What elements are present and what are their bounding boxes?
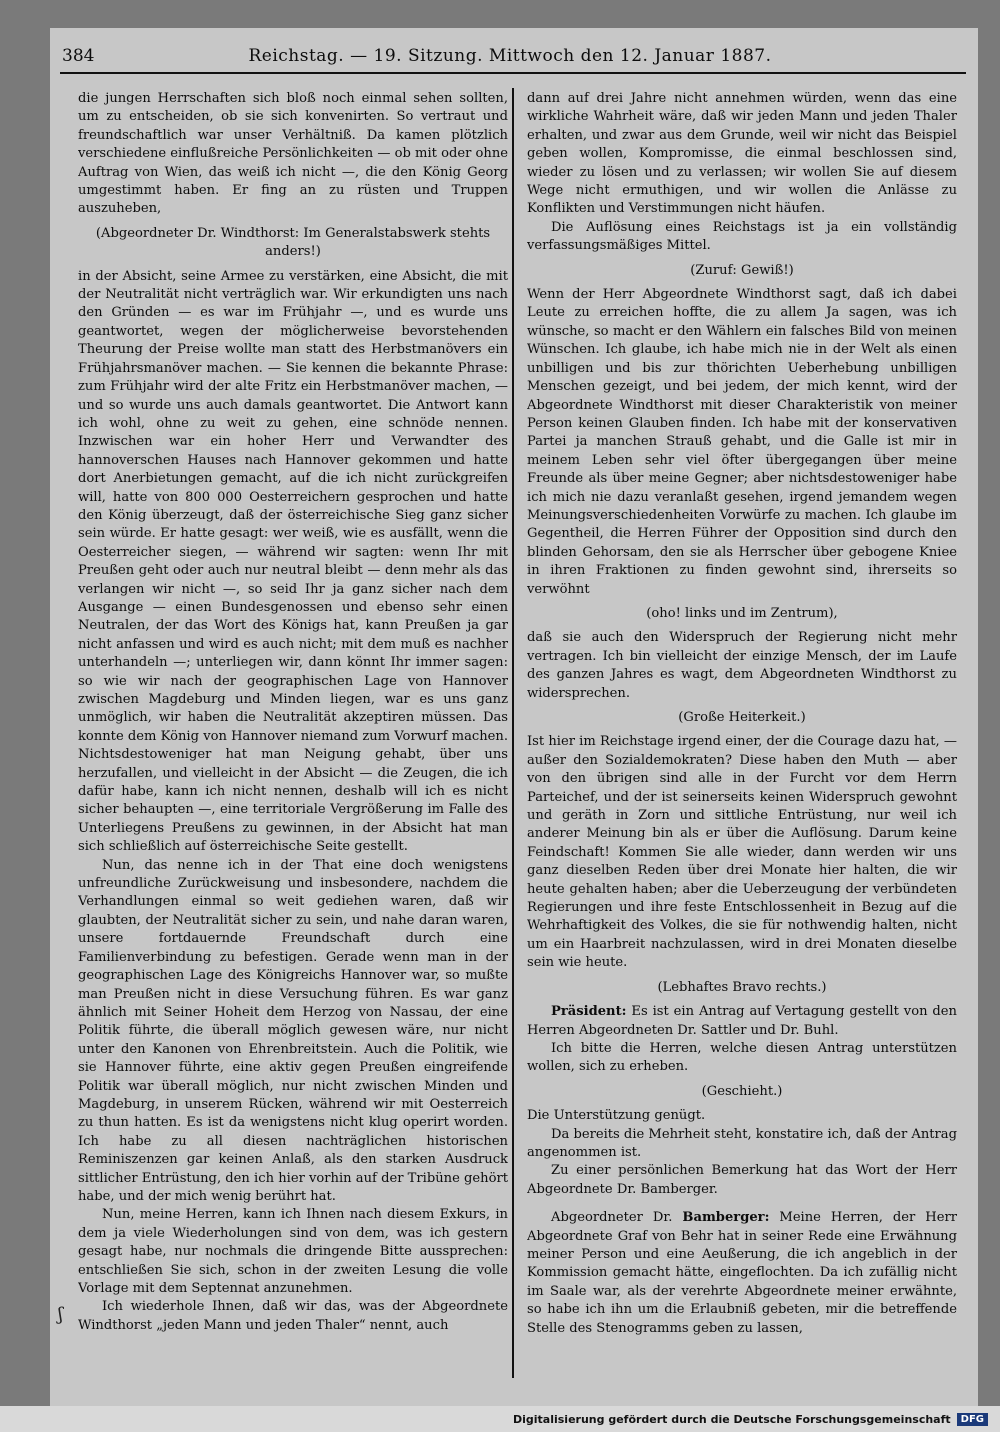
footer-credit: Digitalisierung gefördert durch die Deutsche Forschungsgemeinschaft xyxy=(512,1412,951,1426)
column-divider xyxy=(512,88,514,1378)
paragraph: daß sie auch den Widerspruch der Regierung nicht mehr vertragen. Ich bin vielleicht der einzige Mensch, der im Laufe des ganzen Jahres es wagt, dem Abgeordneten Windthorst zu widersprechen. xyxy=(527,630,957,701)
page-header xyxy=(62,42,958,70)
speaker-label: Bamberger: xyxy=(682,1210,770,1226)
speaker-label: Präsident: xyxy=(551,1004,627,1020)
header-rule xyxy=(60,72,966,74)
paragraph: Die Unterstützung genügt. xyxy=(527,1108,706,1124)
interjection: (Lebhaftes Bravo rechts.) xyxy=(657,979,827,995)
paragraph: Ist hier im Reichstage irgend einer, der die Courage dazu hat, — außer den Sozialdemokraten? Diese haben den Muth — aber von den übrigen sind alle in der Furcht vor dem Herrn Parteichef, und der ist seinerseits keinen Widerspruch gewohnt und geräth in Zorn und sittliche Entrüstung, nur weil ich anderer Meinung bin als er über die Auflösung. Darum keine Feindschaft! Kommen Sie alle wieder, dann werden wir uns ganz dieselben Reden über drei Monate hier halten, die wir heute gehalten haben; aber die Ueberzeugung der verbündeten Regierungen und ihre feste Entschlossenheit in Bezug auf die Wehrhaftigkeit des Volkes, die sie für nothwendig halten, nicht um ein Haarbreit nachzulassen, wird in drei Monaten dieselbe sein wie heute. xyxy=(527,734,957,971)
footer-bar xyxy=(0,1406,1000,1432)
paragraph: Ich wiederhole Ihnen, daß wir das, was der Abgeordnete Windthorst „jeden Mann und jeden Thaler“ nennt, auch xyxy=(78,1299,508,1333)
margin-mark: ʃ xyxy=(58,1304,63,1325)
speaker-title: Abgeordneter Dr. xyxy=(551,1210,673,1226)
paragraph: Wenn der Herr Abgeordnete Windthorst sagt, daß ich dabei Leute zu erreichen hoffte, die zu allem Ja sagen, was ich wünsche, so macht er den Wählern ein falsches Bild von meinen Wünschen. Ich glaube, ich habe mich nie in der Welt als einen unbilligen und bis zur thörichten Ueberhebung unbilligen Menschen gezeigt, und bei jedem, der mich kennt, wird der Abgeordnete Windthorst mit dieser Charakteristik von meiner Person keinen Glauben finden. Ich habe mit der konservativen Partei ja manchen Strauß gehabt, und die Galle ist mir in meinem Leben sehr viel öfter übergegangen über meine Freunde als über meine Gegner; aber nichtsdestoweniger habe ich mich nie dazu veranlaßt gesehen, irgend jemandem wegen Meinungsverschiedenheiten Vorwürfe zu machen. Ich glaube im Gegentheil, die Herren Führer der Opposition sind durch den blinden Gehorsam, den sie als Herrscher über gebogene Kniee in ihren Fraktionen zu finden gewohnt sind, ihrerseits so verwöhnt xyxy=(527,287,957,597)
paragraph xyxy=(527,1003,957,1040)
paragraph: Nun, das nenne ich in der That eine doch wenigstens unfreundliche Zurückweisung und insbesondere, nachdem die Verhandlungen einmal so weit gediehen waren, daß wir glaubten, der Neutralität sicher zu sein, und nahe daran waren, unsere fortdauernde Freundschaft durch eine Familienverbindung zu befestigen. Gerade wenn man in der geographischen Lage des Königreichs Hannover war, so mußte man Preußen nicht in diese Versuchung führen. Es war ganz ähnlich mit Seiner Hoheit dem Herzog von Nassau, der eine Politik führte, die überall möglich gewesen wäre, nur nicht unter den Kanonen von Ehrenbreitstein. Auch die Politik, wie sie Hannover führte, eine aktiv gegen Preußen eingreifende Politik war überall möglich, nur nicht zwischen Minden und Magdeburg, in unserem Rücken, während wir mit Oesterreich zu thun hatten. Es ist da wenigstens nicht klug operirt worden. Ich habe zu all diesen nachträglichen historischen Reminiszenzen gar keinen Anlaß, als den starken Ausdruck sittlicher Entrüstung, den ich hier vorhin auf der Tribüne gehört habe, und der mich wenig berührt hat. xyxy=(78,857,508,1204)
dfg-logo: DFG xyxy=(957,1413,988,1426)
interjection: (oho! links und im Zentrum), xyxy=(646,605,838,621)
page-title: Reichstag. — 19. Sitzung. Mittwoch den 12. Januar 1887. xyxy=(248,46,772,66)
paragraph: die jungen Herrschaften sich bloß noch einmal sehen sollten, um zu entscheiden, ob sie sich konvenirten. So vertraut und freundschaftlich war unser Verhältniß. Da kamen plötzlich verschiedene einflußreiche Persönlichkeiten — ob mit oder ohne Auftrag von Wien, das weiß ich nicht —, die den König Georg umgestimmt haben. Er fing an zu rüsten und Truppen auszuheben, xyxy=(78,91,508,217)
speech-text: Es ist ein Antrag auf Vertagung gestellt von den Herren Abgeordneten Dr. Sattler und Dr. Buhl. xyxy=(527,1004,957,1038)
paragraph: dann auf drei Jahre nicht annehmen würden, wenn das eine wirkliche Wahrheit wäre, daß wir jeden Mann und jeden Thaler erhalten, und zwar aus dem Grunde, weil wir nicht das Beispiel geben wollen, Kompromisse, die einmal beschlossen sind, wieder zu lösen und zu verlassen; wir wollen Sie auf diesem Wege nicht ermuthigen, und wir wollen die Anlässe zu Konflikten und Verstimmungen nicht häufen. xyxy=(527,91,957,217)
interjection: (Geschieht.) xyxy=(701,1083,783,1099)
paragraph: in der Absicht, seine Armee zu verstärken, eine Absicht, die mit der Neutralität nicht verträglich war. Wir erkundigten uns nach den Gründen — es war im Frühjahr —, und es wurde uns geantwortet, wegen der möglicherweise bevorstehenden Theurung der Preise wollte man statt des Herbstmanövers ein Frühjahrsmanöver machen. — Sie kennen die bekannte Phrase: zum Frühjahr wird der alte Fritz ein Herbstmanöver machen, — und so wurde uns auch damals geantwortet. Die Antwort kann ich wohl, ohne zu weit zu gehen, eine schnöde nennen. Inzwischen war ein hoher Herr und Verwandter des hannoverschen Hauses nach Hannover gekommen und hatte dort Anerbietungen gemacht, auf die ich nicht zurückgreifen will, hatte von 800 000 Oesterreichern gesprochen und hatte den König überzeugt, daß der österreichische Sieg ganz sicher sein würde. Er hatte gesagt: wer weiß, wie es ausfällt, wenn die Oesterreicher siegen, — während wir sagten: wenn Ihr mit Preußen geht oder auch nur neutral bleibt — denn mehr als das verlangen wir nicht —, so seid Ihr ja ganz sicher nach dem Ausgange — einen Bundesgenossen und ebenso sehr einen Neutralen, der das Wort des Königs hat, kann Preußen ja gar nicht anfassen und wird es auch nicht; mit dem muß es nachher unterhandeln —; unterliegen wir, dann könnt Ihr immer sagen: so wie wir nach der geographischen Lage von Hannover zwischen Magdeburg und Minden liegen, war es uns ganz unmöglich, wir haben die Neutralität akzeptiren müssen. Das konnte dem König von Hannover niemand zum Vorwurf machen. Nichtsdestoweniger hat man Neigung gehabt, über uns herzufallen, und vielleicht in der Absicht — die Zeugen, die ich dafür habe, kann ich nicht nennen, deshalb will ich es nicht sicher behaupten —, eine territoriale Vergrößerung im Falle des Unterliegens Preußens zu gewinnen, in der Absicht hat man sich schließlich auf österreichische Seite gestellt. xyxy=(78,268,508,855)
newspaper-page xyxy=(50,28,978,1406)
paragraph: Zu einer persönlichen Bemerkung hat das Wort der Herr Abgeordnete Dr. Bamberger. xyxy=(527,1163,957,1197)
paragraph: Nun, meine Herren, kann ich Ihnen nach diesem Exkurs, in dem ja viele Wiederholungen sind von dem, was ich gestern gesagt habe, nur nochmals die dringende Bitte aussprechen: entschließen Sie sich, schon in der zweiten Lesung die volle Vorlage mit dem Septennat anzunehmen. xyxy=(78,1207,508,1296)
interjection: (Große Heiterkeit.) xyxy=(678,710,806,725)
speech-text: Meine Herren, der Herr Abgeordnete Graf von Behr hat in seiner Rede eine Erwähnung meiner Person und eine Aeußerung, die ich angeblich in der Kommission gemacht hätte, eingeflochten. Da ich zufällig nicht im Saale war, als der verehrte Abgeordnete meiner erwähnte, so habe ich ihn um die Erlaubniß gebeten, mir die betreffende Stelle des Stenogramms geben zu lassen, xyxy=(527,1210,957,1336)
right-column xyxy=(527,90,957,1375)
left-column xyxy=(78,90,508,1375)
paragraph: Ich bitte die Herren, welche diesen Antrag unterstützen wollen, sich zu erheben. xyxy=(527,1040,957,1075)
paragraph: Da bereits die Mehrheit steht, konstatire ich, daß der Antrag angenommen ist. xyxy=(527,1126,957,1160)
interjection: (Abgeordneter Dr. Windthorst: Im Generalstabswerk stehts anders!) xyxy=(95,225,491,260)
paragraph: Die Auflösung eines Reichstags ist ja ein vollständig verfassungsmäßiges Mittel. xyxy=(527,219,957,254)
paragraph xyxy=(527,1209,957,1338)
interjection: (Zuruf: Gewiß!) xyxy=(690,262,794,278)
page-number: 384 xyxy=(62,46,95,66)
